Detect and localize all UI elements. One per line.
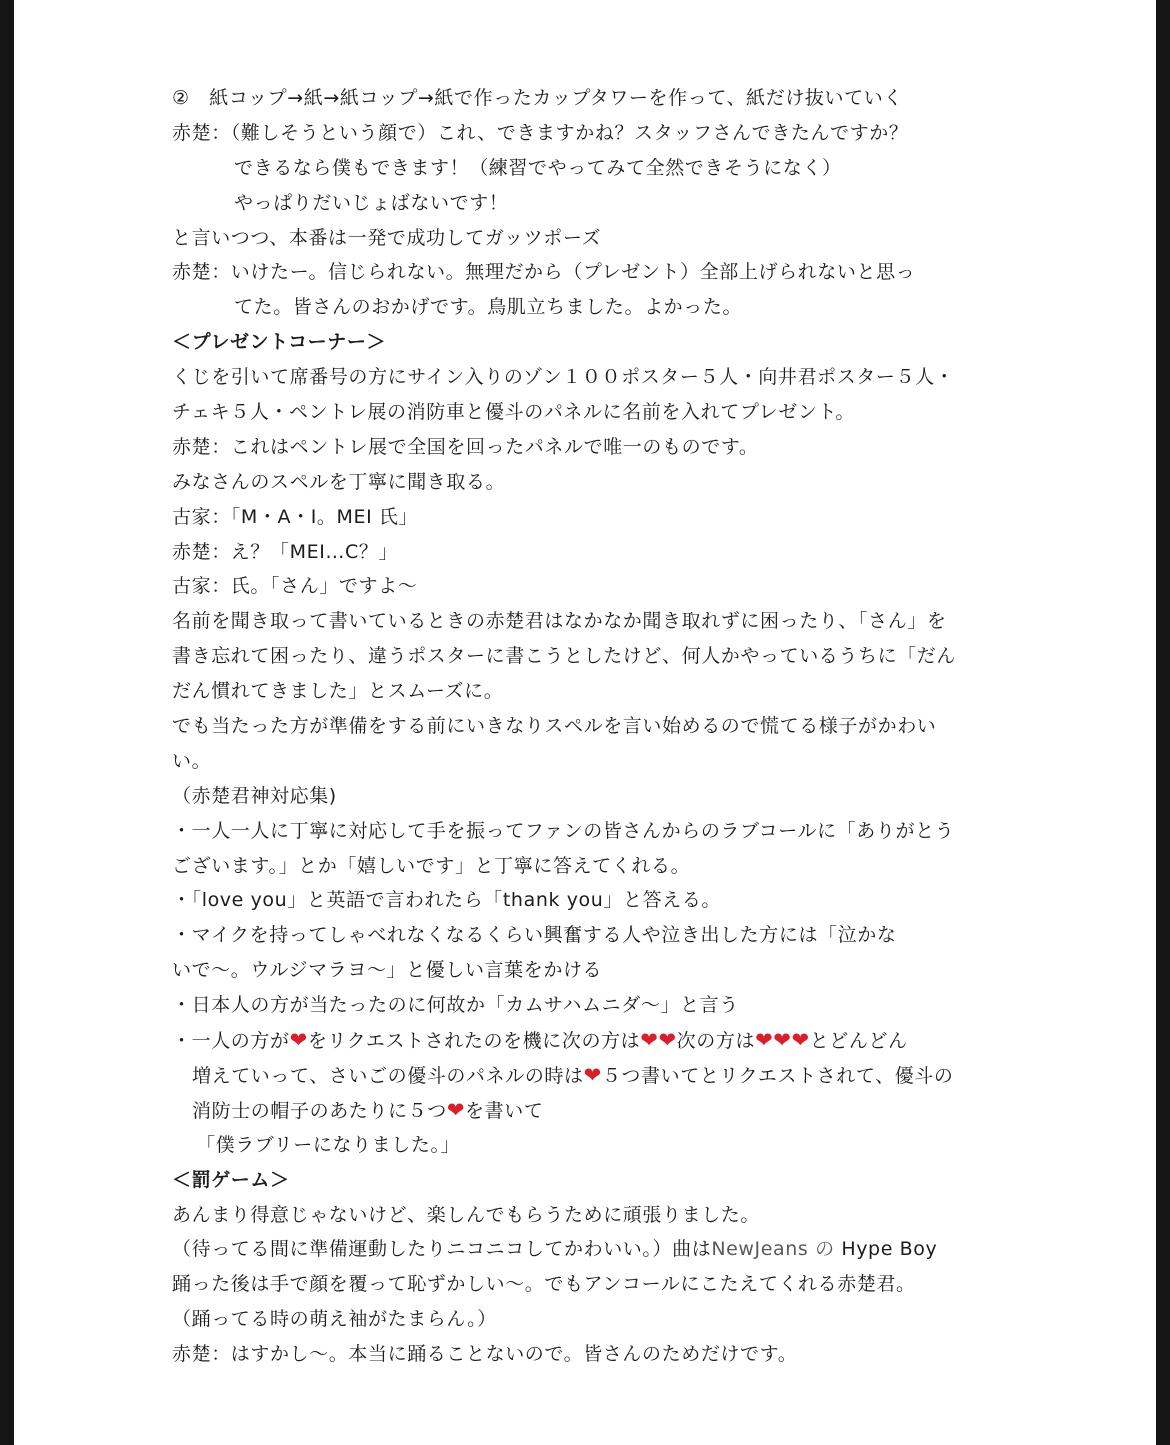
song-title: Hype Boy [841, 1238, 938, 1261]
bullet-item-continued [172, 1058, 1012, 1093]
narration-line [172, 1232, 1012, 1267]
document-body [172, 81, 1012, 1372]
bullet-item-continued: いで～。ウルジマラヨ～」と優しい言葉をかける [172, 959, 603, 982]
subsection-title: （赤楚君神対応集) [172, 784, 337, 807]
quote-line: 「僕ラブリーになりました。」 [196, 1133, 461, 1156]
narration-line: くじを引いて席番号の方にサイン入りのゾン１００ポスター５人・向井君ポスター５人・ [172, 366, 955, 389]
narration-line: チェキ５人・ペントレ展の消防車と優斗のパネルに名前を入れてプレゼント。 [172, 401, 855, 424]
artist-name: NewJeans [711, 1238, 809, 1261]
dialogue-line: 赤楚：いけたー。信じられない。無理だから（プレゼント）全部上げられないと思っ [172, 261, 916, 284]
section-heading-punishment-game: ＜罰ゲーム＞ [172, 1168, 290, 1191]
heart-icon: ❤ [446, 1097, 466, 1122]
viewer-frame-left [0, 0, 14, 1445]
text-segment: 次の方は [676, 1030, 756, 1053]
text-segment: をリクエストされたのを機に次の方は [307, 1030, 641, 1053]
bullet-item-hearts [172, 1023, 1012, 1058]
narration-line: あんまり得意じゃないけど、楽しんでもらうために頑張りました。 [172, 1203, 761, 1226]
heart-icon: ❤ [658, 1028, 677, 1053]
step-description: ② 紙コップ→紙→紙コップ→紙で作ったカップタワーを作って、紙だけ抜いていく [172, 87, 903, 109]
dialogue-line: できるなら僕もできます！（練習でやってみて全然できそうになく） [234, 156, 842, 179]
bullet-item-continued: ございます。」とか「嬉しいです」と丁寧に答えてくれる。 [172, 854, 691, 877]
document-page [14, 0, 1156, 1445]
narration-line: と言いつつ、本番は一発で成功してガッツポーズ [172, 226, 602, 249]
heart-icon: ❤ [755, 1028, 774, 1053]
dialogue-line: 古家：「M・A・I。MEI 氏」 [172, 505, 419, 528]
text-segment: を書いて [465, 1099, 544, 1122]
heart-icon: ❤ [791, 1028, 810, 1053]
dialogue-line: 赤楚：これはペントレ展で全国を回ったパネルで唯一のものです。 [172, 435, 759, 458]
viewer-frame-right [1156, 0, 1170, 1445]
narration-line: 書き忘れて困ったり、違うポスターに書こうとしたけど、何人かやっているうちに「だん [172, 645, 957, 668]
bullet-item: ・日本人の方が当たったのに何故か「カムサハムニダ～」と言う [172, 994, 739, 1017]
narration-line: でも当たった方が準備をする前にいきなりスペルを言い始めるので慌てる様子がかわい [172, 715, 937, 738]
bullet-item-continued [172, 1093, 1012, 1128]
text-segment: 消防士の帽子のあたりに５つ [192, 1099, 447, 1122]
narration-line: 踊った後は手で顔を覆って恥ずかしい～。でもアンコールにこたえてくれる赤楚君。 [172, 1273, 916, 1296]
dialogue-line: やっぱりだいじょばないです！ [234, 191, 509, 214]
text-segment: の [815, 1238, 835, 1261]
bullet-item: ・「love you」と英語で言われたら「thank you」と答える。 [172, 889, 722, 912]
bullet-item: ・一人一人に丁寧に対応して手を振ってファンの皆さんからのラブコールに「ありがとう [172, 819, 955, 842]
narration-line: （踊ってる時の萌え袖がたまらん。） [172, 1308, 497, 1331]
narration-line: だん慣れてきました」とスムーズに。 [172, 680, 504, 703]
section-heading-present-corner: ＜プレゼントコーナー＞ [172, 331, 387, 354]
dialogue-line: 赤楚：はすかし～。本当に踊ることないので。皆さんのためだけです。 [172, 1343, 798, 1366]
dialogue-line: 赤楚：え？「MEI…C？」 [172, 540, 399, 563]
text-segment: （待ってる間に準備運動したりニコニコしてかわいい。）曲は [172, 1238, 712, 1261]
dialogue-line: てた。皆さんのおかげです。鳥肌立ちました。よかった。 [234, 296, 743, 319]
heart-icon: ❤ [773, 1028, 792, 1053]
narration-line: 名前を聞き取って書いているときの赤楚君はなかなか聞き取れずに困ったり、「さん」を [172, 610, 947, 633]
bullet-item: ・マイクを持ってしゃべれなくなるくらい興奮する人や泣き出した方には「泣かな [172, 924, 897, 947]
text-segment: とどんどん [809, 1030, 908, 1053]
narration-line: みなさんのスペルを丁寧に聞き取る。 [172, 470, 506, 493]
text-segment: ５つ書いてとリクエストされて、優斗の [601, 1064, 954, 1087]
text-segment: 増えていって、さいごの優斗のパネルの時は [192, 1064, 584, 1087]
dialogue-line: 古家：氏。「さん」ですよ～ [172, 575, 418, 598]
narration-line: い。 [172, 749, 212, 772]
dialogue-line: 赤楚：（難しそうという顔で）これ、できますかね？スタッフさんできたんですか？ [172, 121, 909, 144]
text-segment: ・一人の方が [172, 1030, 290, 1053]
heart-icon: ❤ [583, 1062, 602, 1087]
heart-icon: ❤ [289, 1028, 308, 1053]
heart-icon: ❤ [640, 1028, 659, 1053]
